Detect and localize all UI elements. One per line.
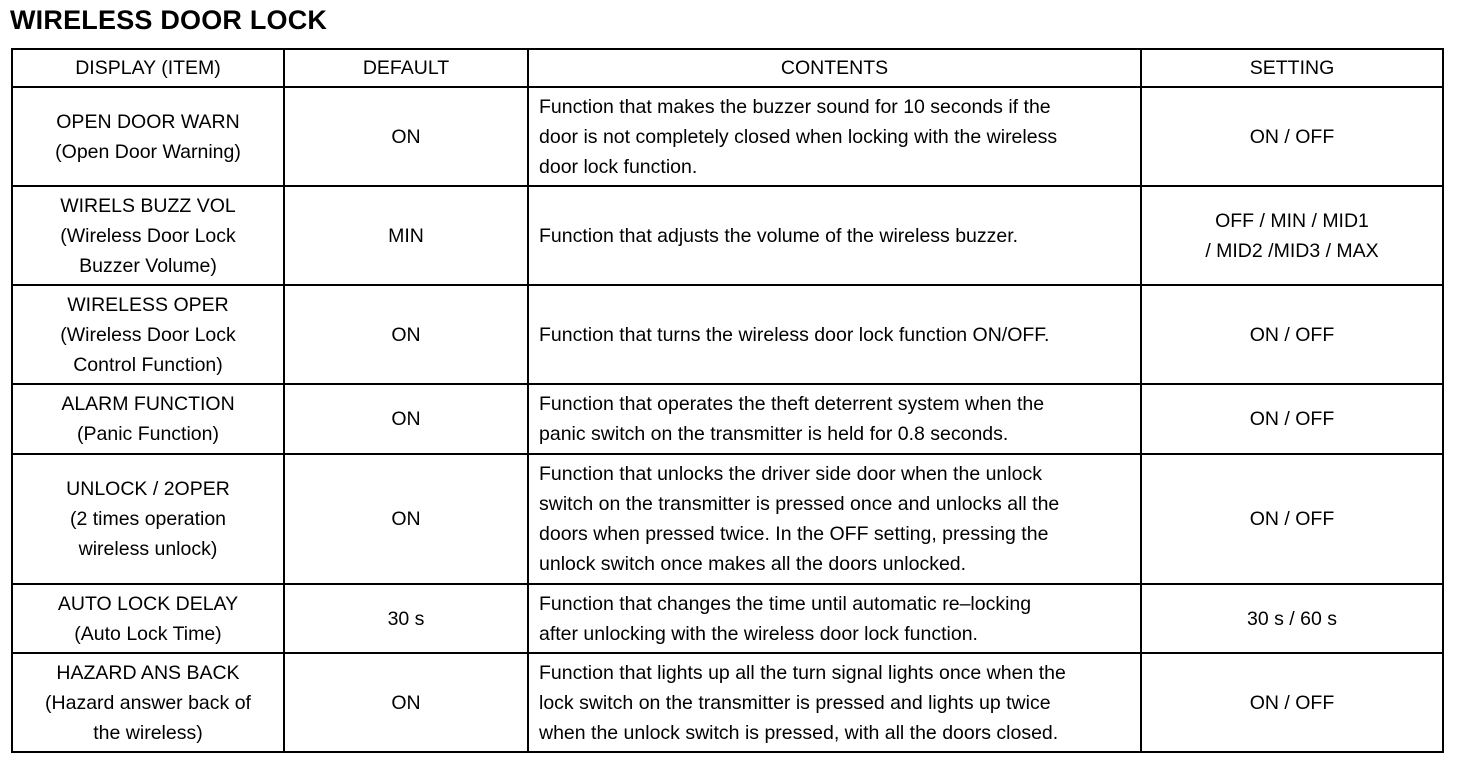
setting-line: / MID2 /MID3 / MAX [1205, 239, 1379, 262]
contents-line: door is not completely closed when locking with the wireless [539, 125, 1058, 148]
setting-line: ON / OFF [1249, 691, 1335, 714]
contents-line: Function that adjusts the volume of the wireless buzzer. [539, 224, 1019, 247]
item-description: wireless unlock) [78, 538, 218, 560]
table-row-open-door-warn [12, 87, 1443, 186]
setting-line: ON / OFF [1249, 323, 1335, 346]
setting-cell [1141, 454, 1443, 584]
item-cell [12, 584, 284, 653]
contents-cell [528, 186, 1141, 285]
setting-line: ON / OFF [1249, 508, 1335, 530]
table-row-wireless-oper [12, 285, 1443, 384]
contents-cell [528, 454, 1141, 584]
contents-line: after unlocking with the wireless door lock function. [539, 622, 978, 645]
item-description: (Panic Function) [77, 423, 219, 445]
setting-cell [1141, 285, 1443, 384]
setting-cell [1141, 584, 1443, 653]
contents-line: switch on the transmitter is pressed once and unlocks all the [539, 493, 1060, 515]
item-name: OPEN DOOR WARN [56, 110, 240, 133]
contents-line: doors when pressed twice. In the OFF setting, pressing the [539, 523, 1049, 545]
item-description: (2 times operation [69, 508, 227, 530]
page-title: WIRELESS DOOR LOCK [10, 5, 328, 35]
setting-cell [1141, 186, 1443, 285]
setting-cell [1141, 384, 1443, 454]
setting-line: ON / OFF [1249, 408, 1335, 430]
table-row-wirels-buzz-vol [12, 186, 1443, 285]
item-description: (Auto Lock Time) [74, 622, 222, 645]
header-default: DEFAULT [284, 49, 528, 87]
default-cell: ON [284, 653, 528, 752]
item-cell [12, 186, 284, 285]
setting-line: 30 s / 60 s [1247, 607, 1337, 630]
table-row-alarm-function [12, 384, 1443, 454]
contents-line: unlock switch once makes all the doors unlocked. [539, 553, 967, 575]
item-cell [12, 454, 284, 584]
item-cell [12, 87, 284, 186]
item-description: (Wireless Door Lock [60, 323, 236, 346]
item-description: (Hazard answer back of [45, 691, 251, 714]
item-name: WIRELS BUZZ VOL [60, 194, 236, 217]
header-display-item: DISPLAY (ITEM) [12, 49, 284, 87]
default-cell: ON [284, 384, 528, 454]
default-cell: ON [284, 285, 528, 384]
contents-line: Function that operates the theft deterrent system when the [539, 393, 1045, 415]
table-row-unlock-2oper [12, 454, 1443, 584]
setting-line: ON / OFF [1249, 125, 1335, 148]
contents-cell [528, 584, 1141, 653]
item-description: (Wireless Door Lock [60, 224, 236, 247]
contents-cell [528, 384, 1141, 454]
contents-line: Function that makes the buzzer sound for 10 seconds if the [539, 95, 1051, 118]
default-cell: 30 s [284, 584, 528, 653]
item-name: WIRELESS OPER [67, 293, 229, 316]
contents-line: Function that turns the wireless door lock function ON/OFF. [539, 323, 1050, 346]
default-cell: ON [284, 454, 528, 584]
table-row-hazard-ans-back [12, 653, 1443, 752]
contents-line: Function that unlocks the driver side door when the unlock [539, 463, 1042, 485]
contents-line: door lock function. [539, 155, 698, 178]
item-name: UNLOCK / 2OPER [66, 478, 230, 500]
contents-line: panic switch on the transmitter is held for 0.8 seconds. [539, 423, 1009, 445]
item-description: the wireless) [93, 721, 203, 744]
contents-cell [528, 87, 1141, 186]
item-description: Control Function) [73, 353, 223, 376]
item-cell [12, 285, 284, 384]
item-description: (Open Door Warning) [55, 140, 241, 163]
default-cell: ON [284, 87, 528, 186]
contents-line: lock switch on the transmitter is pressed and lights up twice [539, 691, 1051, 714]
contents-line: Function that changes the time until automatic re–locking [539, 592, 1032, 615]
item-name: AUTO LOCK DELAY [57, 592, 239, 615]
item-name: ALARM FUNCTION [61, 393, 235, 415]
contents-cell [528, 285, 1141, 384]
item-description: Buzzer Volume) [79, 254, 217, 277]
contents-line: Function that lights up all the turn signal lights once when the [539, 661, 1066, 684]
contents-cell [528, 653, 1141, 752]
table-header-row [12, 49, 1443, 87]
default-cell: MIN [284, 186, 528, 285]
table-row-auto-lock-delay [12, 584, 1443, 653]
contents-line: when the unlock switch is pressed, with all the doors closed. [539, 721, 1059, 744]
setting-cell [1141, 653, 1443, 752]
header-contents: CONTENTS [528, 49, 1141, 87]
item-cell [12, 384, 284, 454]
wireless-door-lock-table [11, 48, 1444, 753]
setting-line: OFF / MIN / MID1 [1215, 209, 1369, 232]
setting-cell [1141, 87, 1443, 186]
item-name: HAZARD ANS BACK [56, 661, 240, 684]
header-setting: SETTING [1141, 49, 1443, 87]
item-cell [12, 653, 284, 752]
